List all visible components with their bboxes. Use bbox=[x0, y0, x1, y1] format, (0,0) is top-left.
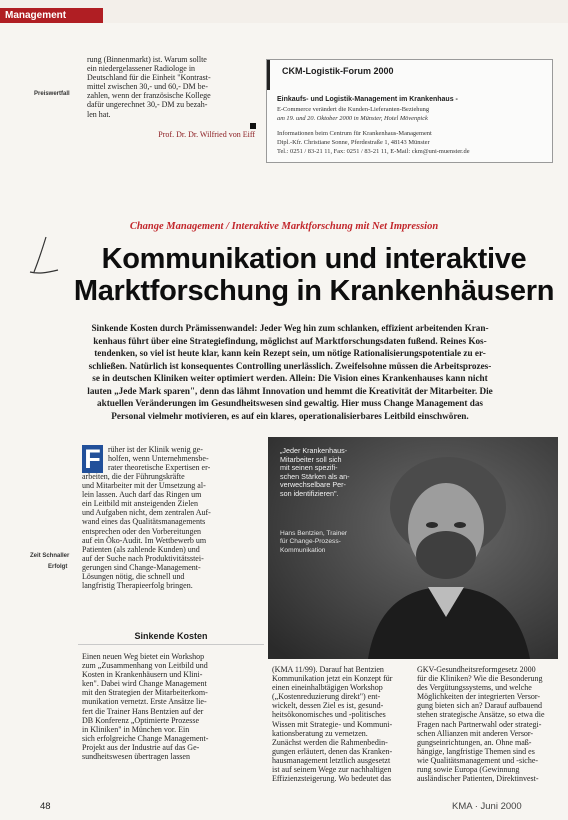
credit-line: Hans Bentzien, Trainer bbox=[280, 530, 348, 537]
lead-line: Personal vielmehr motivieren, es auf ein klares, operationalisierbares Leitbild einschwören. bbox=[111, 410, 469, 421]
text-line: zum „Zusammenhang von Leitbild und bbox=[82, 661, 208, 671]
text-line: arbeiten, die der Führungskräfte bbox=[82, 472, 185, 481]
text-line: sich erfolgreiche Change Management- bbox=[82, 733, 209, 743]
author-signature: Prof. Dr. Dr. Wilfried von Eiff bbox=[158, 130, 255, 139]
text-line: gerungen sind Change-Management- bbox=[82, 562, 201, 572]
text-line: ein Leitbild mit ansteigenden Zielen bbox=[82, 499, 198, 509]
column-2-text bbox=[272, 665, 412, 783]
info-box-line: Dipl.-Kfr. Christiane Sonne, Pferdestraße 1, 48143 Münster bbox=[277, 139, 430, 146]
lead-line: se in deutschen Kliniken weiter optimiert werden. Allein: Die Vision eines Krankenhauses kann nicht bbox=[92, 373, 488, 383]
caption-line: Mitarbeiter soll sich bbox=[280, 454, 342, 464]
column-1-continued bbox=[82, 652, 264, 761]
headline-line-1: Kommunikation und interaktive bbox=[101, 243, 527, 275]
info-box-title: CKM-Logistik-Forum 2000 bbox=[282, 66, 394, 76]
text-line: auf der Suche nach Produktivitätsstei- bbox=[82, 553, 204, 563]
info-box bbox=[266, 59, 553, 163]
handwritten-mark bbox=[24, 232, 64, 282]
photo-credit bbox=[280, 530, 355, 555]
text-line: dafür ungerechnet 30,- DM zu bezah- bbox=[87, 100, 208, 110]
text-line: kationsberatung zu vernetzen. bbox=[272, 728, 368, 738]
text-line: len hat. bbox=[87, 109, 111, 119]
text-line: für die Kliniken? Wie die Besonderung bbox=[417, 674, 543, 684]
text-line: GKV-Gesundheitsreformgesetz 2000 bbox=[417, 665, 536, 674]
text-line: einen eineinhalbtägigen Workshop bbox=[272, 683, 383, 693]
text-line: sundheitswesen übertragen lassen bbox=[82, 752, 190, 762]
text-line: rung (Binnenmarkt) ist. Warum sollte bbox=[87, 55, 207, 64]
side-label-1: Preiswertfall bbox=[34, 91, 70, 97]
info-box-line: am 19. und 20. Oktober 2000 in Münster, Hotel Mövenpick bbox=[277, 115, 428, 122]
text-line: wand eines das Qualitätsmanagements bbox=[82, 517, 206, 527]
article-kicker: Change Management / Interaktive Marktforschung mit Net Impression bbox=[129, 221, 439, 232]
article-headline bbox=[60, 243, 568, 307]
caption-line: schen Stärken als an- bbox=[280, 471, 350, 481]
info-box-line: Tel.: 0251 / 83-21 11, Fax: 0251 / 83-21 11, E-Mail: ckm@uni-muenster.de bbox=[277, 148, 470, 155]
credit-line: für Change-Prozess- bbox=[280, 538, 341, 546]
side-label-2a: Zeit Schnaller bbox=[30, 553, 70, 559]
article-lead bbox=[40, 322, 540, 422]
text-line: Zunächst werden die Rahmenbedin- bbox=[272, 737, 388, 747]
text-line: Lösungen nötig, die schnell und bbox=[82, 572, 185, 582]
text-line: wie Qualitätsmanagement und -siche- bbox=[417, 755, 539, 765]
column-3-text bbox=[417, 665, 557, 783]
end-mark-icon bbox=[250, 123, 256, 129]
text-line: rater theoretische Expertisen er- bbox=[108, 463, 211, 473]
text-line: Patienten (als zahlende Kunden) und bbox=[82, 544, 200, 554]
drop-cap: F bbox=[82, 445, 103, 473]
headline-line-2: Marktforschung in Krankenhäusern bbox=[73, 275, 555, 307]
text-line: Deutschland für die Einheit "Kontrast- bbox=[87, 73, 211, 83]
text-line: hausmanagement letztlich ausgesetzt bbox=[272, 755, 391, 765]
text-line: ausländischer Patienten, Direktinvest- bbox=[417, 774, 539, 784]
subheading: Sinkende Kosten bbox=[78, 631, 264, 645]
info-box-line: E-Commerce verändert die Kunden-Lieferanten-Beziehung bbox=[277, 106, 430, 113]
text-line: DB Konferenz „Optimierte Prozesse bbox=[82, 715, 200, 725]
text-line: auf ein Öko-Audit. Im Wettbewerb um bbox=[82, 535, 207, 545]
column-1-text bbox=[82, 472, 264, 590]
text-line: Einen neuen Weg bietet ein Workshop bbox=[82, 652, 205, 661]
text-line: in Kliniken" in München vor. Ein bbox=[82, 724, 190, 734]
text-line: ist auf seinem Wege zur nachhaltigen bbox=[272, 765, 392, 775]
text-line: Effizienzsteigerung. Wo bedeutet das bbox=[272, 774, 392, 784]
info-box-heading: Einkaufs- und Logistik-Management im Krankenhaus - bbox=[277, 96, 458, 103]
text-line: heitsökonomisches und -politisches bbox=[272, 710, 386, 720]
text-line: Kosten in Krankenhäusern und Klini- bbox=[82, 670, 203, 680]
text-line: schen Allianzen mit anderen Versor- bbox=[417, 728, 534, 738]
text-line: gungen erläutert, denen das Kranken- bbox=[272, 746, 393, 756]
credit-line: Kommunikation bbox=[280, 546, 326, 554]
text-line: Wissen mit Strategie- und Kommuni- bbox=[272, 719, 393, 729]
text-line: Kommunikation jetzt ein Konzept für bbox=[272, 674, 393, 684]
text-line: wickelt, dessen Ziel es ist, gesund- bbox=[272, 701, 384, 711]
text-line: des Vergütungssystems, und welche bbox=[417, 683, 532, 693]
caption-line: „Jeder Krankenhaus- bbox=[280, 446, 348, 455]
text-line: gung bieten sich an? Darauf aufbauend bbox=[417, 701, 543, 711]
text-line: und Aufgaben nicht, dem zentralen Auf- bbox=[82, 508, 211, 518]
text-line: hängige, langfristige Themen sind es bbox=[417, 746, 535, 756]
text-line: mit den Strategien der Mitarbeiterkom- bbox=[82, 688, 208, 698]
text-line: rung sowie Europa (Gewinnung bbox=[417, 765, 520, 775]
lead-line: tendenken, so viel ist heute klar, kann kein Rezept sein, um nötige Rationalisierungspotentiale zu er- bbox=[94, 348, 486, 358]
column-1-opening bbox=[108, 445, 264, 472]
caption-line: mit seinen spezifi- bbox=[280, 463, 338, 473]
lead-line: Sinkende Kosten durch Prämissenwandel: Jeder Weg hin zum schlanken, effizient arbeitenden Kran- bbox=[91, 323, 489, 333]
text-line: ken". Dabei wird Change Management bbox=[82, 679, 207, 689]
text-line: munikation vernetzt. Erste Ansätze lie- bbox=[82, 697, 207, 707]
lead-line: kenhaus führt über eine Strategiefindung, möglichst auf Marktforschungsdaten fußend. Reines Kos- bbox=[93, 335, 487, 346]
top-column-text bbox=[87, 55, 255, 119]
side-label-2b: Erfolgt bbox=[48, 564, 68, 570]
info-box-line: Informationen beim Centrum für Krankenhaus-Management bbox=[277, 130, 432, 137]
section-tag: Management bbox=[0, 8, 103, 23]
text-line: (KMA 11/99). Darauf hat Bentzien bbox=[272, 665, 384, 674]
text-line: mittel zwischen 30,- und 60,- DM be- bbox=[87, 82, 208, 92]
box-accent-bar bbox=[267, 60, 270, 90]
text-line: Möglichkeiten der integrierten Versor- bbox=[417, 692, 540, 702]
page-number: 48 bbox=[40, 801, 51, 812]
magazine-footer: KMA · Juni 2000 bbox=[452, 801, 522, 812]
lead-line: lauten „Jede Mark sparen", denn das lähmt Innovation und hemmt die Kreativität der Mitarbeiter. Die bbox=[87, 385, 493, 396]
text-line: zahlen, wenn der französische Kollege bbox=[87, 91, 211, 101]
caption-line: verwechselbare Per- bbox=[280, 480, 346, 490]
caption-line: son identifizieren". bbox=[280, 488, 339, 498]
text-line: fert die Trainer Hans Bentzien auf der bbox=[82, 706, 204, 716]
photo-caption bbox=[280, 447, 352, 499]
text-line: Fragen nach Partnerwahl oder strategi- bbox=[417, 719, 542, 729]
text-line: stehen strategische Ansätze, so etwa die bbox=[417, 710, 545, 720]
text-line: ein niedergelassener Radiologe in bbox=[87, 64, 196, 74]
text-line: lein lassen. Auch darf das Ringen um bbox=[82, 490, 202, 500]
lead-line: schließen. Natürlich ist konsequentes Controlling unerlässlich. Zweifelsohne müssen die Arbeitsprozes- bbox=[88, 360, 492, 371]
text-line: Projekt aus der Industrie auf das Ge- bbox=[82, 742, 200, 752]
text-line: und Mitarbeiter mit der Umsetzung al- bbox=[82, 481, 206, 491]
text-line: („Kostenreduzierung direkt") ent- bbox=[272, 692, 381, 702]
text-line: gungseinrichtungen, an. Ohne maß- bbox=[417, 737, 532, 747]
lead-line: aktuellen Veränderungen im Gesundheitswesen sind gewaltig. Hier muss Change Management das bbox=[97, 398, 483, 408]
text-line: rüher ist der Klinik wenig ge- bbox=[108, 445, 203, 454]
text-line: entsprechen oder den Vorbereitungen bbox=[82, 526, 201, 536]
text-line: holfen, wenn Unternehmensbe- bbox=[108, 454, 209, 464]
text-line: langfristig Therapieerfolg bringen. bbox=[82, 581, 193, 591]
